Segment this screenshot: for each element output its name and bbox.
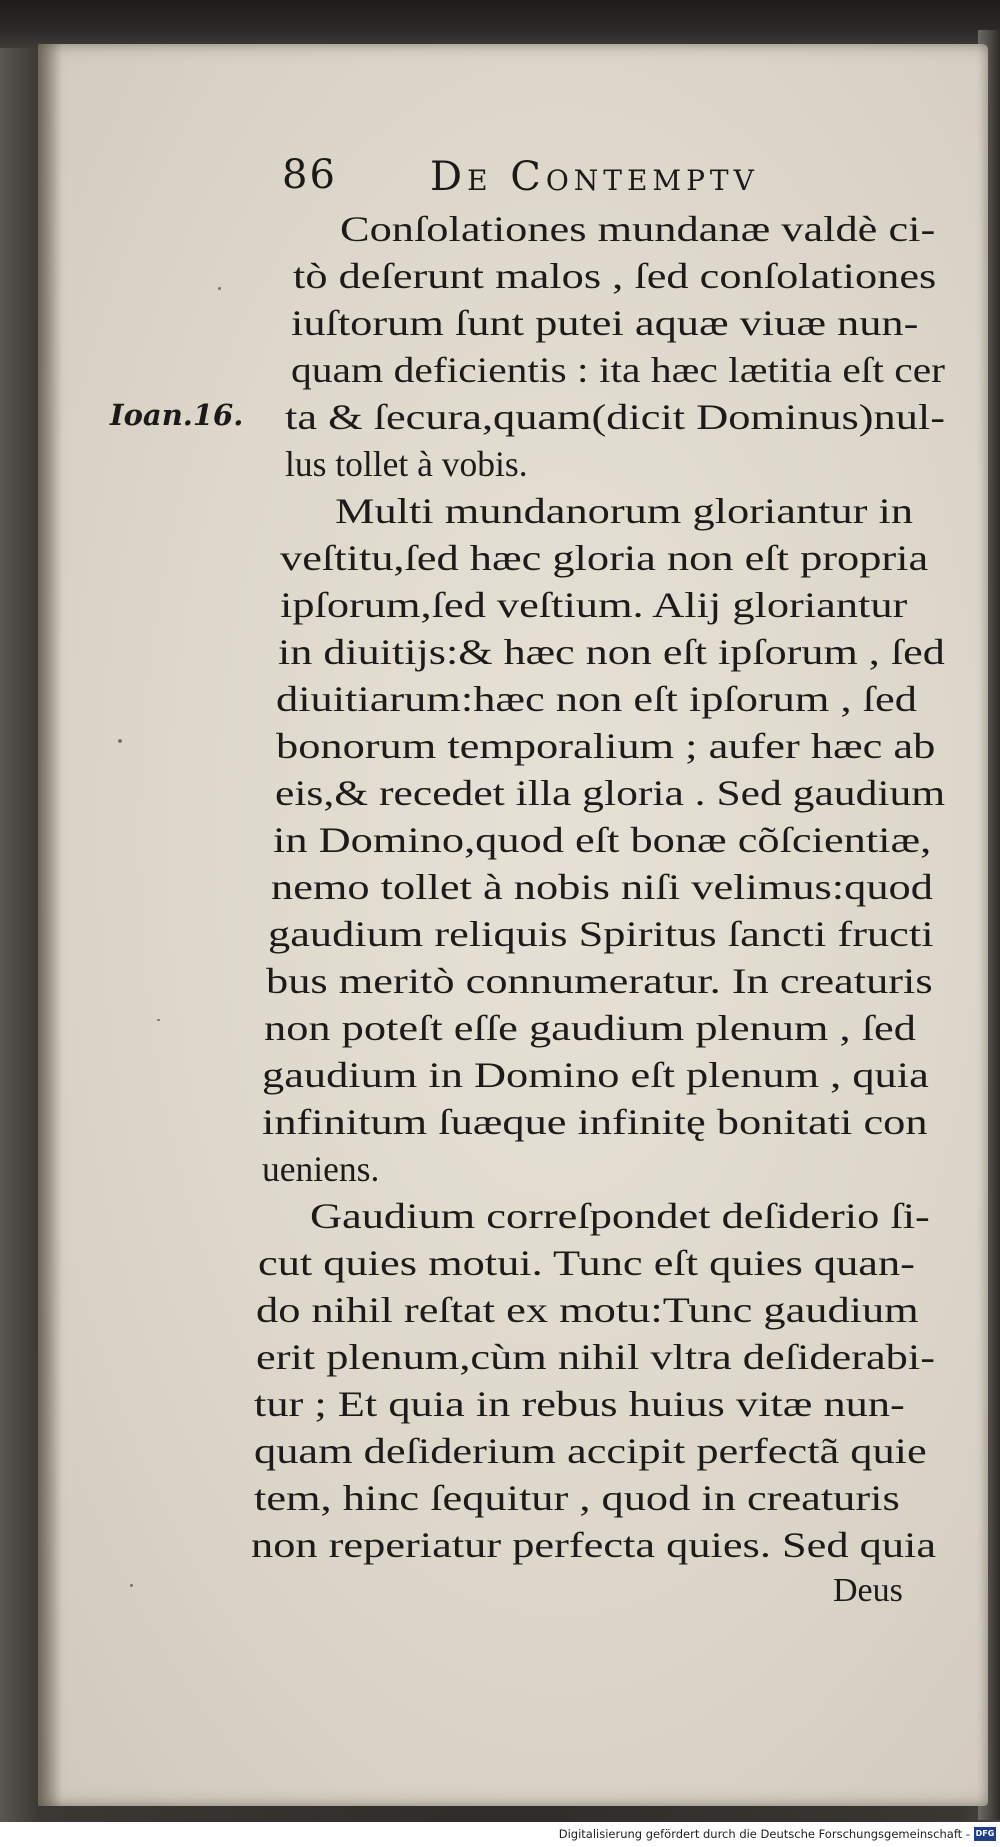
text-line: eis,& recedet illa gloria . Sed gaudium bbox=[275, 773, 946, 813]
marginal-note: Ioan.16. bbox=[110, 398, 244, 432]
text-line: nemo tollet à nobis niſi velimus:quod bbox=[271, 867, 933, 907]
text-line: ipſorum,ſed veſtium. Alij gloriantur bbox=[280, 585, 908, 625]
running-title: De Contemptv bbox=[430, 154, 759, 200]
text-line: tur ; Et quia in rebus huius vitæ nun- bbox=[254, 1384, 905, 1424]
catchword: Deus bbox=[833, 1572, 903, 1609]
text-line: Multi mundanorum gloriantur in bbox=[335, 491, 914, 531]
dfg-logo: DFG bbox=[974, 1827, 996, 1841]
text-line: infinitum ſuæque infinitę bonitati con bbox=[262, 1102, 928, 1142]
page-number: 86 bbox=[282, 152, 337, 198]
text-line: ta & ſecura,quam(dicit Dominus)nul- bbox=[285, 397, 945, 437]
dfg-credit-text: Digitalisierung gefördert durch die Deutsche Forschungsgemeinschaft - bbox=[558, 1827, 970, 1841]
text-line: diuitiarum:hæc non eſt ipſorum , ſed bbox=[276, 679, 917, 719]
text-line: veſtitu,ſed hæc gloria non eſt propria bbox=[280, 538, 929, 578]
text-line: iuſtorum ſunt putei aquæ viuæ nun- bbox=[291, 303, 919, 343]
text-line: bus meritò connumeratur. In creaturis bbox=[266, 961, 933, 1001]
text-line: in diuitijs:& hæc non eſt ipſorum , ſed bbox=[278, 632, 945, 672]
text-line: tem, hinc ſequitur , quod in creaturis bbox=[254, 1478, 900, 1518]
text-line: erit plenum,cùm nihil vltra deſiderabi- bbox=[256, 1337, 935, 1377]
text-line: do nihil reſtat ex motu:Tunc gaudium bbox=[256, 1290, 919, 1330]
digitization-footer bbox=[0, 1822, 1000, 1847]
text-line: quam deficientis : ita hæc lætitia eſt cer bbox=[291, 350, 945, 390]
text-line: gaudium in Domino eſt plenum , quia bbox=[262, 1055, 929, 1095]
text-line: Conſolationes mundanæ valdè ci- bbox=[340, 209, 936, 249]
text-line: gaudium reliquis Spiritus ſancti fructi bbox=[268, 914, 934, 954]
text-line: bonorum temporalium ; aufer hæc ab bbox=[276, 726, 936, 766]
text-line: Gaudium correſpondet deſiderio ſi- bbox=[310, 1196, 930, 1236]
text-line: non reperiatur perfecta quies. Sed quia bbox=[251, 1525, 937, 1565]
text-line: in Domino,quod eſt bonæ cõſcientiæ, bbox=[273, 820, 932, 860]
text-line: tò deſerunt malos , ſed conſolationes bbox=[293, 256, 937, 296]
text-line: non poteſt eſſe gaudium plenum , ſed bbox=[264, 1008, 916, 1048]
text-line: ueniens. bbox=[262, 1149, 380, 1189]
text-line: quam deſiderium accipit perfectã quie bbox=[254, 1431, 927, 1471]
text-line: lus tollet à vobis. bbox=[285, 444, 528, 484]
text-line: cut quies motui. Tunc eſt quies quan- bbox=[258, 1243, 915, 1283]
